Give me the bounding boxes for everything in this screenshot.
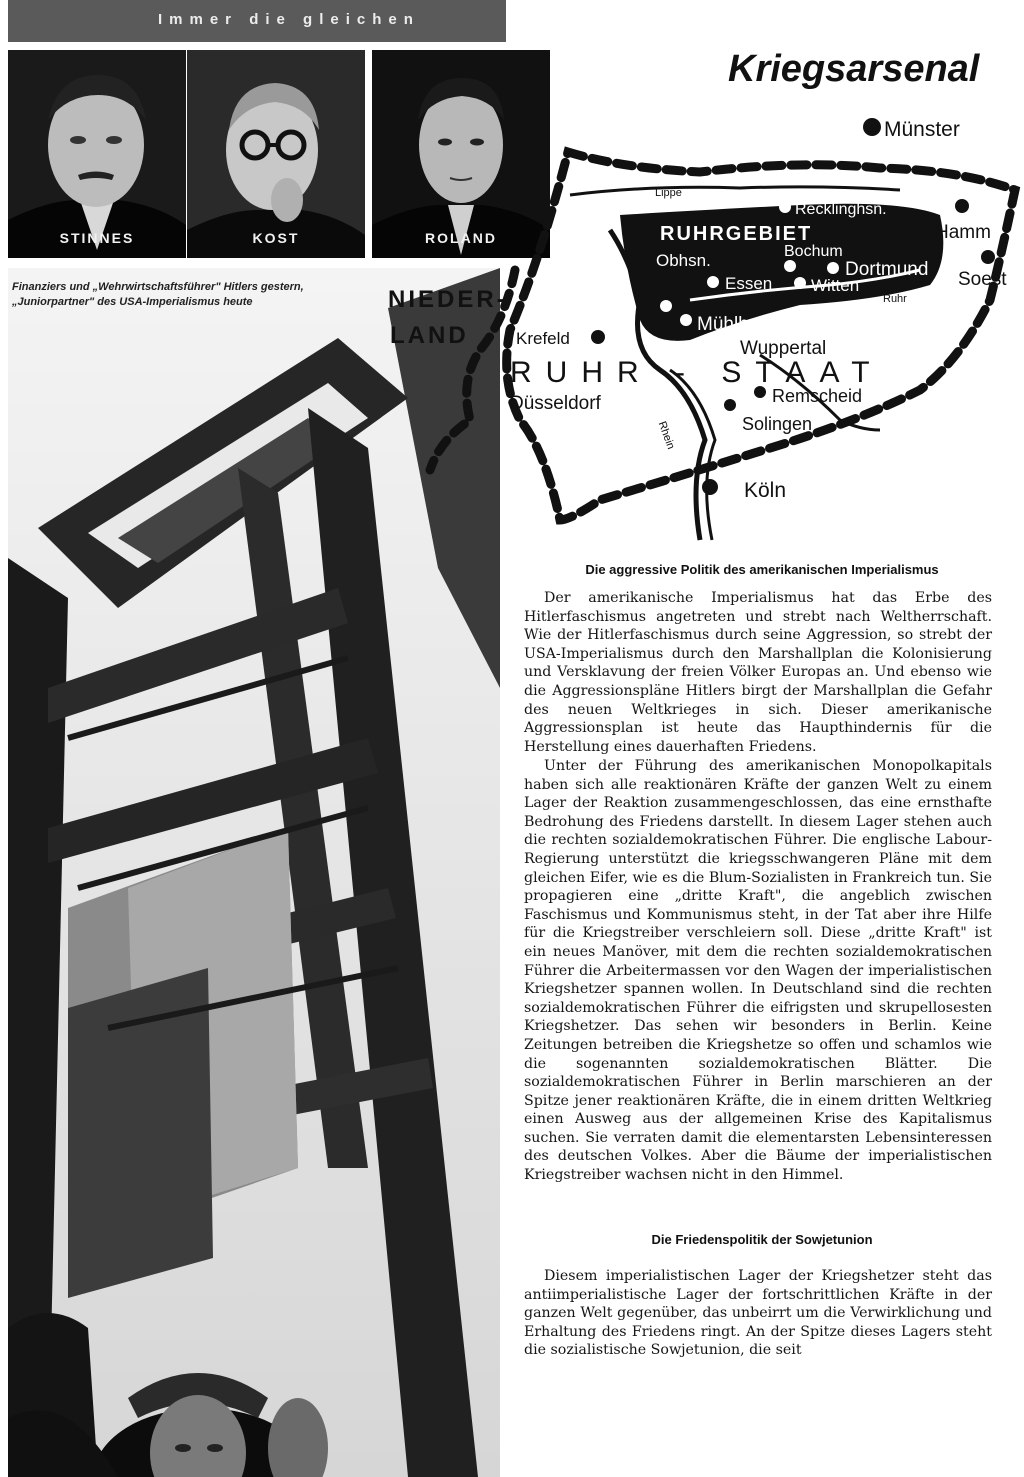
article-heading: Die Friedenspolitik der Sowjetunion xyxy=(651,1232,873,1247)
caption-line: Finanziers und „Wehrwirtschaftsführer" Hitlers gestern, xyxy=(12,281,304,293)
city-label-krefeld: Krefeld xyxy=(516,329,570,348)
city-dot-dortmund xyxy=(827,262,839,274)
caption-line: „Juniorpartner" des USA-Imperialismus heute xyxy=(12,296,253,308)
city-label-hamm: Hamm xyxy=(935,222,991,243)
city-label-oberhausen: Obhsn. xyxy=(656,251,711,270)
city-label-essen: Essen xyxy=(725,274,773,293)
city-label-witten: Witten xyxy=(811,276,860,295)
ruhr-map xyxy=(388,95,1024,540)
city-label-koeln: Köln xyxy=(744,479,787,502)
city-dot-koeln xyxy=(702,479,718,495)
city-dot-recklinghausen xyxy=(779,201,791,213)
city-dot-krefeld xyxy=(591,330,605,344)
portrait-kost xyxy=(187,50,365,258)
city-dot-essen xyxy=(707,276,719,288)
city-label-bochum: Bochum xyxy=(784,243,843,260)
country-label: LAND xyxy=(390,322,469,349)
river-label-rhein: Rhein xyxy=(655,419,677,451)
article-paragraph: Unter der Führung des amerikanischen Monopolkapitals haben sich alle reaktionären Kräfte der ganzen Welt zu einem Lager der Reaktion zusammengeschlossen, das eine ernsthafte Bedrohung des Friedens darstellt. In diesem Lager stehen auch die rechten sozialdemokratischen Führer. Die englische Labour-Regierung unterstützt die kriegsschwangeren Pläne mit dem gleichen Eifer, wie es die Blum-Sozialisten in Frankreich tun. Sie propagieren eine „dritte Kraft", die angeblich zwischen Faschismus und Kommunismus steht, in der Tat aber ihre Hilfe für die Kriegstreiber verschleiern soll. Diese „dritte Kraft" ist ein neues Manöver, mit dem die rechten sozialdemokratischen Führer die Arbeitermassen vor den Wagen der imperialistischen Kriegshetzer spannen wollen. In Deutschland sind die rechten sozialdemokratischen Führer die eifrigsten und skrupellosesten Kriegshetzer. Das sehen wir besonders in Berlin. Keine Zeitungen betreiben die Kriegshetze so offen und schamlos wie die sogenannten sozialdemokratischen Blätter. Die sozialdemokratischen Führer in Berlin marschieren an der Spitze jener reaktionären Kräfte, die in einem dritten Weltkrieg einen Ausweg aus der allgemeinen Krise des Kapitalismus suchen. Sie verraten damit die elementarsten Lebensinteressen des deutschen Volkes. Aber die Bäume der imperialistischen Kriegstreiber wachsen nicht in den Himmel. xyxy=(524,758,992,1184)
city-label-remscheid: Remscheid xyxy=(772,386,863,406)
article-paragraph: Diesem imperialistischen Lager der Kriegshetzer steht das antiimperialistische Lager der fortschrittlichen Kräfte in der ganzen Welt gegenüber, das unbeirrt um die Verwirklichung und Erhaltung des Friedens ringt. An der Spitze dieses Lagers steht die sozialistische Sowjetunion, die seit xyxy=(524,1268,992,1359)
portrait-name: ROLAND xyxy=(425,230,497,246)
city-dot-muehlheim xyxy=(680,314,692,326)
river-label-lippe: Lippe xyxy=(655,187,682,199)
lippe-river xyxy=(570,187,900,195)
region-label: RUHRGEBIET xyxy=(660,223,813,245)
river-label-ruhr: Ruhr xyxy=(883,293,907,305)
photo-banner: Immer die gleichen xyxy=(8,0,506,42)
city-label-muehlheim: Mühlheim xyxy=(697,314,780,335)
portrait-stinnes xyxy=(8,50,186,258)
city-label-wuppertal: Wuppertal xyxy=(740,338,827,359)
city-dot-hamm xyxy=(955,199,969,213)
city-dot-bochum xyxy=(784,260,796,272)
city-label-solingen: Solingen xyxy=(742,414,813,434)
state-label: RUHR - STAAT xyxy=(510,356,884,389)
city-dot-witten xyxy=(794,277,806,289)
country-label: NIEDER- xyxy=(388,286,508,313)
city-dot-solingen xyxy=(724,399,736,411)
city-label-dortmund: Dortmund xyxy=(845,259,929,280)
article-heading: Die aggressive Politik des amerikanischen Imperialismus xyxy=(585,562,939,577)
portrait-name: KOST xyxy=(252,230,300,246)
city-dot-oberhausen xyxy=(660,300,672,312)
city-dot-muenster xyxy=(863,118,881,136)
city-label-recklinghausen: Recklinghsn. xyxy=(795,201,887,218)
city-dot-soest xyxy=(981,250,995,264)
city-label-muenster: Münster xyxy=(884,118,960,141)
map-title: Kriegsarsenal xyxy=(728,48,980,90)
article-paragraph: Der amerikanische Imperialismus hat das Erbe des Hitlerfaschismus angetreten und strebt nach Weltherrschaft. Wie der Hitlerfaschismus durch seine Aggression, so strebt der USA-Imperialismus durch den Marshallplan die Kolonisierung und Versklavung der freien Völker Europas an. Und ebenso wie die Aggressionspläne Hitlers birgt der Marshallplan die Gefahr des neuen Weltkrieges in sich. Dieser amerikanische Aggressionsplan ist heute das Haupthindernis für die Herstellung eines dauerhaften Friedens. xyxy=(524,590,992,755)
photo-caption xyxy=(12,280,382,310)
portrait-name: STINNES xyxy=(59,230,135,246)
city-label-soest: Soest xyxy=(958,269,1007,290)
city-label-duesseldorf: Düsseldorf xyxy=(510,393,601,414)
